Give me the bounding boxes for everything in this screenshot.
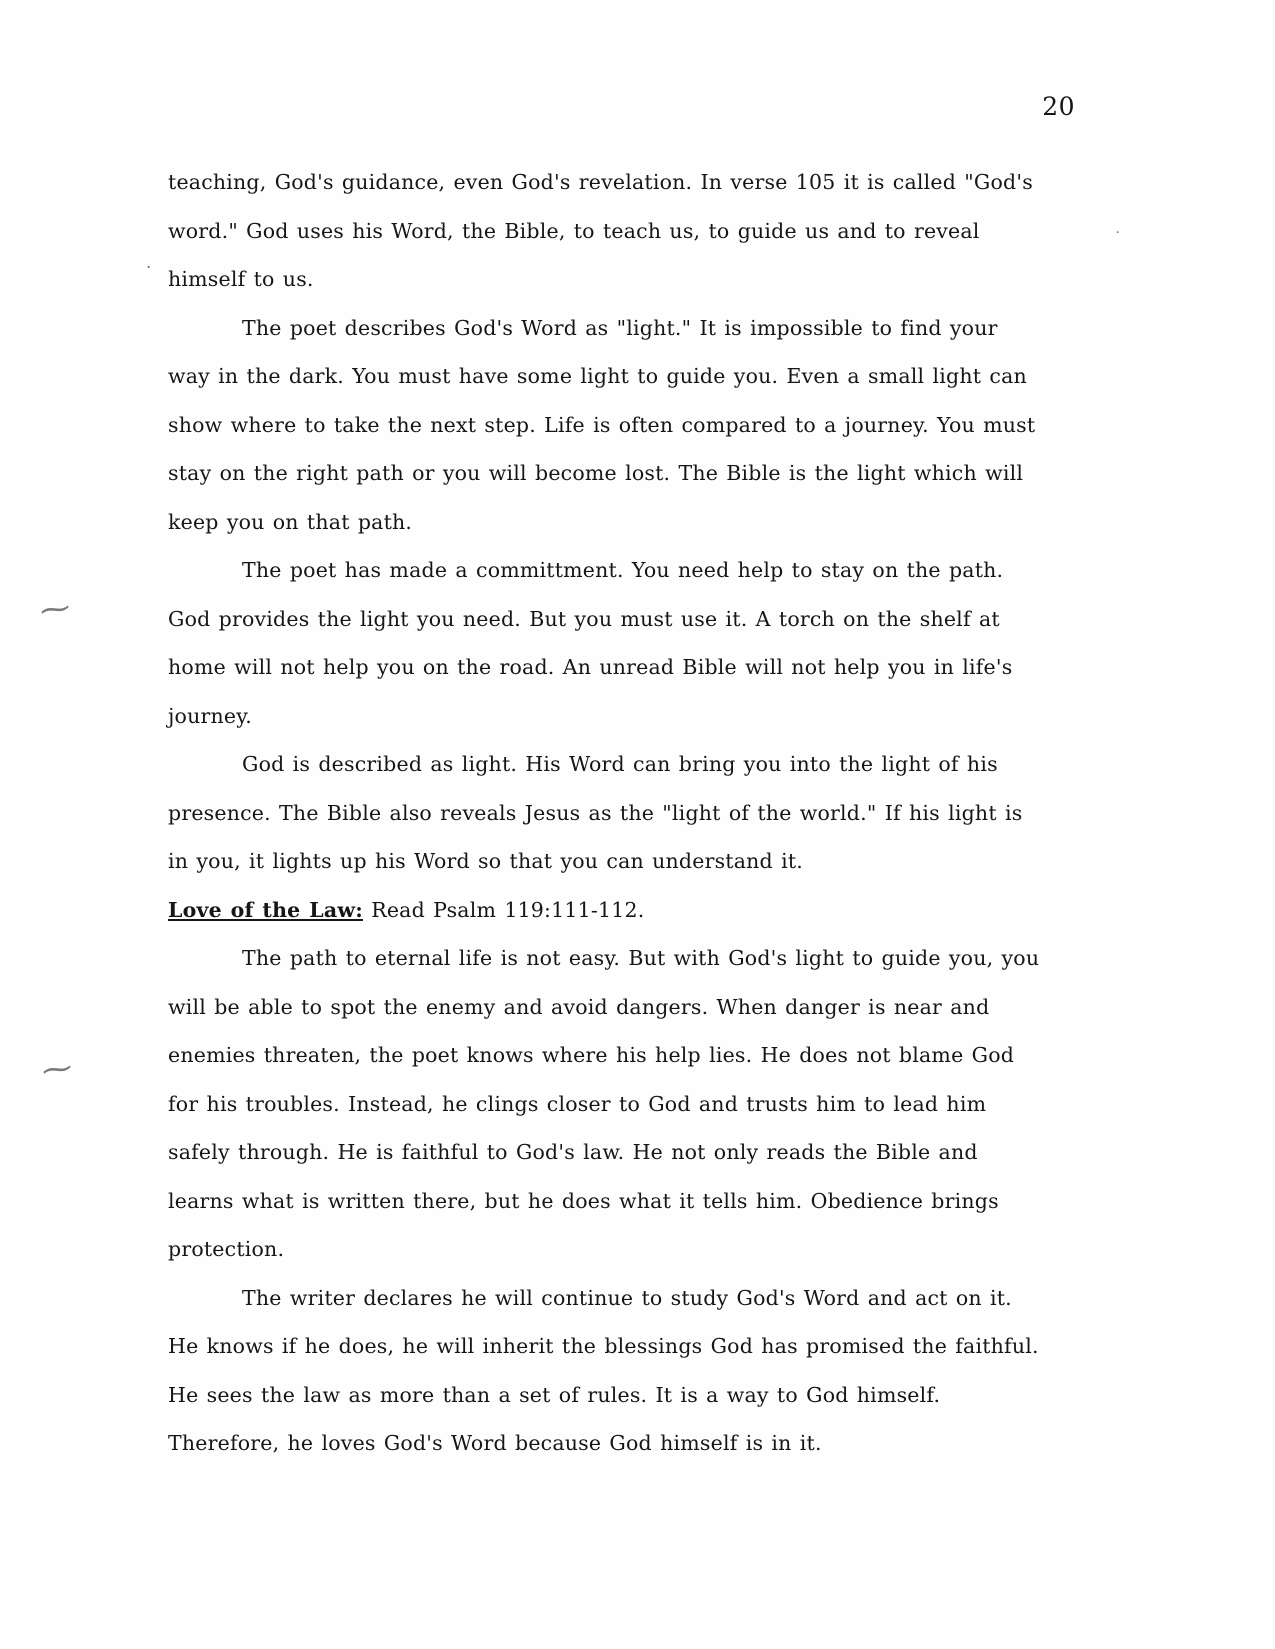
scan-squiggle-upper: ⁓ xyxy=(37,590,73,629)
page-number: 20 xyxy=(1042,92,1075,121)
section-heading-line xyxy=(168,886,1040,935)
paragraph-6: The writer declares he will continue to study God's Word and act on it. He knows if he does, he will inherit the blessings God has promised the faithful. He sees the law as more than a set of rules. It is a way to God himself. Therefore, he loves God's Word because God himself is in it. xyxy=(168,1285,1039,1455)
scan-dot-left: · xyxy=(146,258,152,278)
scan-squiggle-lower: ⁓ xyxy=(39,1050,75,1089)
scan-speck-right: · xyxy=(1115,225,1120,241)
paragraph-5: The path to eternal life is not easy. But with God's light to guide you, you will be able to spot the enemy and avoid dangers. When danger is near and enemies threaten, the poet knows where his help lies. He does not blame God for his troubles. Instead, he clings closer to God and trusts him to lead him safely through. He is faithful to God's law. He not only reads the Bible and learns what is written there, but he does what it tells him. Obedience brings protection. xyxy=(168,946,1040,1261)
paragraph-3: The poet has made a committment. You need help to stay on the path. God provides the light you need. But you must use it. A torch on the shelf at home will not help you on the road. An unread Bible will not help you in life's journey. xyxy=(168,558,1013,728)
paragraph-4: God is described as light. His Word can bring you into the light of his presence. The Bible also reveals Jesus as the "light of the world." If his light is in you, it lights up his Word so that you can understand it. xyxy=(168,752,1023,873)
paragraph-2: The poet describes God's Word as "light." It is impossible to find your way in the dark. You must have some light to guide you. Even a small light can show where to take the next step. Life is often compared to a journey. You must stay on the right path or you will become lost. The Bible is the light which will keep you on that path. xyxy=(168,315,1036,534)
paragraph-1: teaching, God's guidance, even God's revelation. In verse 105 it is called "God's word." God uses his Word, the Bible, to teach us, to guide us and to reveal himself to us. xyxy=(168,170,1033,291)
document-body xyxy=(168,158,1040,1468)
section-heading: Love of the Law: xyxy=(168,897,363,922)
section-reference: Read Psalm 119:111-112. xyxy=(362,897,645,922)
